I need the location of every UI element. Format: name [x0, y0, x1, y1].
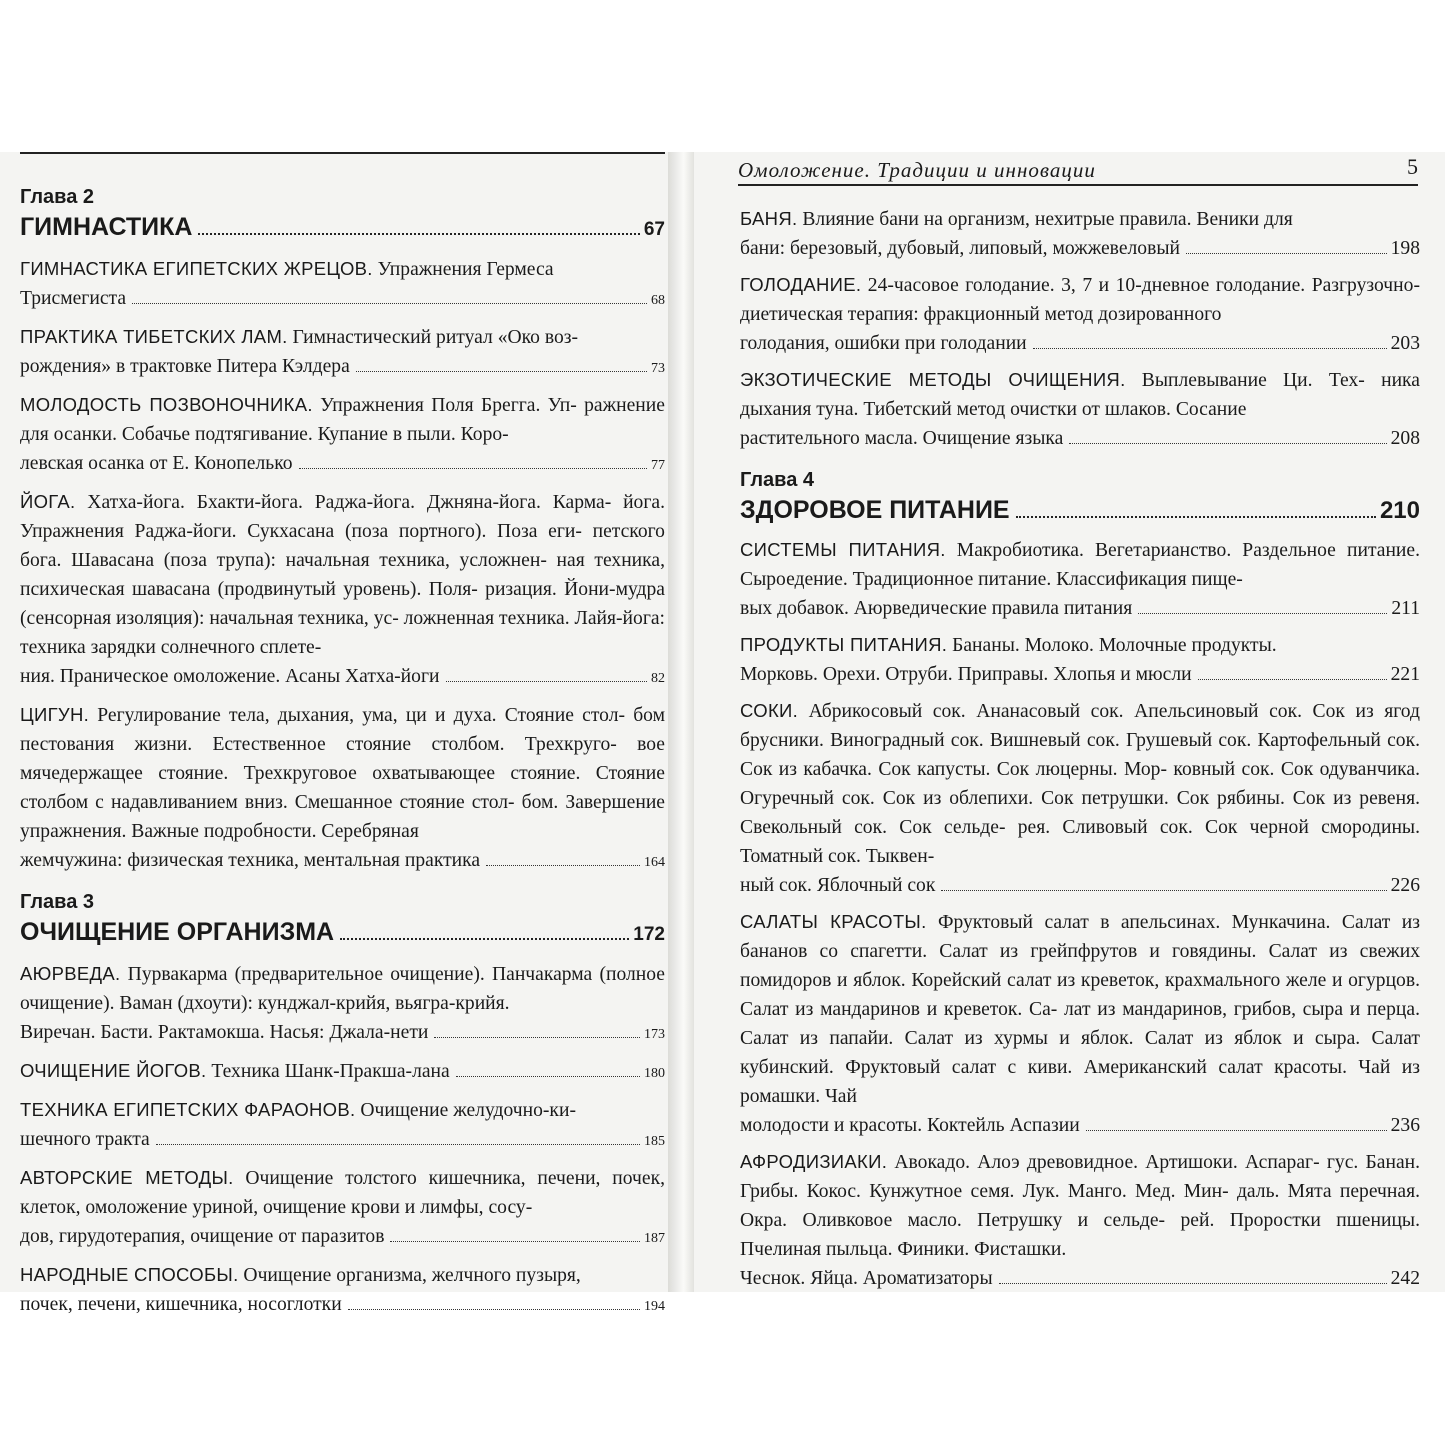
entry-heading: ПРОДУКТЫ ПИТАНИЯ.: [740, 634, 948, 655]
chapter-page: 210: [1379, 497, 1420, 524]
entry-page: 221: [1390, 664, 1420, 685]
entry-text: рея. Сливовый сок. Сок черной смородины. Томатный сок. Тыквен-: [740, 817, 1420, 867]
entry-page: 203: [1390, 333, 1420, 354]
entry-text: Хатха-йога. Бхакти-йога. Раджа-йога. Джняна-йога. Карма-: [87, 492, 612, 513]
dot-leader: [340, 938, 629, 940]
left-page: [0, 152, 668, 1315]
entry-heading: ГИМНАСТИКА ЕГИПЕТСКИХ ЖРЕЦОВ.: [20, 258, 373, 279]
entry-heading: АВТОРСКИЕ МЕТОДЫ.: [20, 1167, 234, 1188]
right-page: [694, 152, 1445, 1292]
entry-text: Очищение толстого кишечника, печени,: [245, 1168, 601, 1189]
entry-text: растительного масла. Очищение языка: [740, 428, 1064, 449]
chapter-label: Глава 4: [740, 469, 815, 491]
entry-text: почек, печени, кишечника, носоглотки: [20, 1294, 342, 1315]
entry-text: Влияние бани на организм, нехитрые правила. Веники для: [802, 209, 1293, 230]
entry-text: петрушки. Сок рябины. Сок из ревеня. Свекольный сок. Сок сельде-: [740, 788, 1420, 838]
entry-text: рей. Проростки пшеницы. Пчелиная пыльца. Финики. Фисташки.: [740, 1210, 1420, 1260]
dot-leader: [1033, 348, 1387, 349]
chapter-label: Глава 3: [20, 891, 95, 913]
dot-leader: [941, 890, 1386, 891]
running-title: Омоложение. Традиции и инновации: [738, 158, 1096, 182]
entry-heading: ЭКЗОТИЧЕСКИЕ МЕТОДЫ ОЧИЩЕНИЯ.: [740, 369, 1126, 390]
page-number: 5: [1407, 154, 1418, 179]
dot-leader: [486, 865, 640, 866]
toc-entry[interactable]: [20, 959, 665, 1049]
entry-text: дов, гирудотерапия, очищение от паразитов: [20, 1226, 385, 1247]
running-head: [738, 156, 1418, 186]
entry-text: питание. Сыроедение. Традиционное питание. Классификация пище-: [740, 540, 1421, 590]
entry-page: 180: [644, 1066, 665, 1081]
toc-entry[interactable]: [740, 1147, 1420, 1293]
entry-text: голодания, ошибки при голодании: [740, 333, 1027, 354]
entry-text: Фруктовый салат в апельсинах. Мункачина.: [937, 912, 1331, 933]
dot-leader: [1138, 613, 1387, 614]
dot-leader: [390, 1241, 640, 1242]
entry-text: Абрикосовый сок. Ананасовый сок. Апельсиновый сок. Сок: [808, 701, 1345, 722]
dot-leader: [434, 1037, 640, 1038]
toc-entry[interactable]: [740, 630, 1420, 689]
entry-page: 73: [651, 361, 665, 376]
dot-leader: [1186, 253, 1387, 254]
entry-text: шечного тракта: [20, 1129, 150, 1150]
entry-text: Салат из свежих помидоров и яблок. Корейский салат из креветок,: [740, 941, 1420, 991]
toc-entry[interactable]: [740, 270, 1420, 358]
entry-text: салат с киви. Американский салат красоты. Чай из ромашки. Чай: [740, 1057, 1420, 1107]
entry-text: Виречан. Басти. Рактамокша. Насья: Джала-нети: [20, 1022, 429, 1043]
toc-entry[interactable]: [740, 365, 1420, 453]
toc-entry[interactable]: [20, 1260, 665, 1321]
entry-text: Упражнения Гермеса: [377, 259, 554, 280]
toc-entry[interactable]: [20, 1095, 665, 1156]
entry-heading: АФРОДИЗИАКИ.: [740, 1151, 888, 1172]
entry-text: Очищение желудочно-ки-: [360, 1100, 576, 1121]
entry-text: Авокадо. Алоэ древовидное. Артишоки. Аспараг-: [894, 1152, 1320, 1173]
entry-text: Техника Шанк-Пракша-лана: [211, 1061, 450, 1082]
toc-entry[interactable]: [20, 487, 665, 693]
entry-text: Бананы. Молоко. Молочные продукты.: [952, 635, 1277, 656]
entry-text: бом пестования жизни. Естественное стояние столбом. Трехкруго-: [20, 705, 665, 755]
dot-leader: [348, 1309, 640, 1310]
entry-text: ния. Праническое омоложение. Асаны Хатха-йоги: [20, 666, 440, 687]
entry-heading: ГОЛОДАНИЕ.: [740, 274, 862, 295]
chapter-title: ЗДОРОВОЕ ПИТАНИЕ: [740, 496, 1010, 524]
entry-text: из ягод брусники. Виноградный сок. Вишневый сок. Грушевый сок.: [740, 701, 1420, 751]
entry-text: Чеснок. Яйца. Ароматизаторы: [740, 1268, 993, 1289]
dot-leader: [299, 468, 647, 469]
entry-text: Трисмегиста: [20, 288, 127, 309]
entry-text: почек, клеток, омоложение уриной, очищение крови и лимфы, сосу-: [20, 1168, 665, 1218]
dot-leader: [446, 681, 648, 682]
entry-heading: СОКИ.: [740, 700, 799, 721]
entry-text: лат из мандаринов, грибов, сыра и перца. Салат из папайи. Салат из: [740, 999, 1420, 1049]
entry-text: гус. Банан. Грибы. Кокос. Кунжутное семя. Лук. Манго. Мед. Мин-: [740, 1152, 1421, 1202]
entry-text: бом. Завершение упражнения. Важные подробности. Серебряная: [20, 792, 665, 842]
entry-text: ковный сок. Сок одуванчика. Огуречный сок. Сок из облепихи. Сок: [740, 759, 1420, 809]
entry-text: Салат из бананов со спагетти. Салат из грейпфрутов и говядины.: [740, 912, 1420, 962]
toc-entry[interactable]: [740, 696, 1420, 900]
chapter-title: ОЧИЩЕНИЕ ОРГАНИЗМА: [20, 918, 335, 946]
entry-text: ризация. Йони-мудра (сенсорная изоляция): начальная техника, ус-: [20, 579, 665, 629]
entry-heading: ЦИГУН.: [20, 704, 90, 725]
entry-text: ный сок. Яблочный сок: [740, 875, 936, 896]
entry-heading: ОЧИЩЕНИЕ ЙОГОВ.: [20, 1060, 207, 1081]
entry-heading: БАНЯ.: [740, 208, 798, 229]
entry-text: Регулирование тела, дыхания, ума, ци и духа. Стояние стол-: [97, 705, 625, 726]
entry-page: 208: [1390, 428, 1420, 449]
dot-leader: [156, 1144, 640, 1145]
toc-entry[interactable]: [20, 254, 665, 315]
entry-page: 77: [651, 458, 665, 473]
entry-heading: ЙОГА.: [20, 491, 76, 512]
entry-heading: АЮРВЕДА.: [20, 963, 121, 984]
entry-text: хурмы и яблок. Салат из яблок и сыра. Салат кубинский. Фруктовый: [740, 1028, 1420, 1078]
entry-page: 242: [1390, 1268, 1420, 1289]
entry-text: ная техника, психическая шавасана (продвинутый уровень). Поля-: [20, 550, 665, 600]
dot-leader: [1016, 516, 1376, 518]
entry-text: бани: березовый, дубовый, липовый, можжевеловый: [740, 238, 1180, 259]
entry-text: Разгрузочно-диетическая терапия: фракционный метод дозированного: [740, 275, 1420, 325]
chapter-page: 67: [643, 219, 665, 240]
chapter-heading[interactable]: [20, 915, 665, 952]
entry-text: петского бога. Шавасана (поза трупа): начальная техника, усложнен-: [20, 521, 665, 571]
toc-entry[interactable]: [20, 390, 665, 480]
entry-text: йога. Упражнения Раджа-йоги. Сукхасана (поза портного). Поза еги-: [20, 492, 665, 542]
dot-leader: [198, 233, 639, 235]
top-rule: [20, 152, 665, 154]
entry-heading: ТЕХНИКА ЕГИПЕТСКИХ ФАРАОНОВ.: [20, 1099, 356, 1120]
dot-leader: [999, 1283, 1387, 1284]
entry-heading: СИСТЕМЫ ПИТАНИЯ.: [740, 539, 946, 560]
entry-text: ражнение для осанки. Собачье подтягивание. Купание в пыли. Коро-: [20, 395, 665, 445]
entry-text: левская осанка от Е. Конопелько: [20, 453, 293, 474]
toc-entry[interactable]: [740, 907, 1420, 1140]
dot-leader: [132, 303, 647, 304]
entry-text: Стояние столбом с надавливанием вниз. Смешанное стояние стол-: [20, 763, 665, 813]
toc-entry[interactable]: [740, 204, 1420, 263]
toc-entry[interactable]: [20, 1056, 665, 1088]
entry-page: 211: [1391, 598, 1420, 619]
entry-text: ложненная техника. Лайя-йога: техника зарядки солнечного сплете-: [20, 608, 665, 658]
entry-page: 194: [644, 1299, 665, 1314]
entry-text: ника дыхания туна. Тибетский метод очистки от шлаков. Сосание: [740, 370, 1420, 420]
entry-text: рождения» в трактовке Питера Кэлдера: [20, 356, 350, 377]
entry-text: Упражнения Поля Брегга. Уп-: [320, 395, 577, 416]
dot-leader: [456, 1076, 640, 1077]
entry-heading: ПРАКТИКА ТИБЕТСКИХ ЛАМ.: [20, 326, 288, 347]
entry-text: Гимнастический ритуал «Око воз-: [292, 327, 579, 348]
entry-page: 198: [1390, 238, 1420, 259]
chapter-heading[interactable]: [740, 493, 1420, 528]
entry-heading: САЛАТЫ КРАСОТЫ.: [740, 911, 927, 932]
entry-text: Пурвакарма (предварительное очищение). Панчакарма: [127, 964, 593, 985]
entry-text: вых добавок. Аюрведические правила питания: [740, 598, 1133, 619]
left-column: [20, 178, 665, 1321]
entry-page: 187: [644, 1231, 665, 1246]
dot-leader: [1069, 443, 1386, 444]
chapter-title: ГИМНАСТИКА: [20, 213, 193, 241]
toc-entry[interactable]: [20, 700, 665, 877]
entry-text: Выплевывание Ци. Тех-: [1141, 370, 1365, 391]
entry-heading: МОЛОДОСТЬ ПОЗВОНОЧНИКА.: [20, 394, 313, 415]
entry-text: Макробиотика. Вегетарианство. Раздельное: [956, 540, 1336, 561]
entry-text: молодости и красоты. Коктейль Аспазии: [740, 1115, 1080, 1136]
entry-text: жемчужина: физическая техника, ментальная практика: [20, 850, 481, 871]
entry-page: 164: [644, 855, 665, 870]
toc-entry[interactable]: [20, 322, 665, 383]
entry-page: 185: [644, 1134, 665, 1149]
entry-page: 236: [1390, 1115, 1420, 1136]
book-gutter: [668, 152, 694, 1292]
entry-page: 173: [644, 1027, 665, 1042]
entry-heading: НАРОДНЫЕ СПОСОБЫ.: [20, 1264, 239, 1285]
dot-leader: [356, 371, 647, 372]
toc-entry[interactable]: [740, 535, 1420, 623]
chapter-page: 172: [633, 924, 665, 945]
entry-page: 68: [651, 293, 665, 308]
entry-page: 226: [1390, 875, 1420, 896]
entry-text: вое мячедержащее стояние. Трехкруговое охватывающее стояние.: [20, 734, 665, 784]
entry-text: даль. Мята перечная. Окра. Оливковое масло. Петрушку и сельде-: [740, 1181, 1420, 1231]
right-column: [740, 204, 1420, 1293]
entry-text: Очищение организма, желчного пузыря,: [243, 1265, 581, 1286]
chapter-heading[interactable]: [20, 210, 665, 247]
toc-entry[interactable]: [20, 1163, 665, 1253]
dot-leader: [1086, 1130, 1387, 1131]
entry-text: Картофельный сок. Сок из кабачка. Сок капусты. Сок люцерны. Мор-: [740, 730, 1420, 780]
chapter-label: Глава 2: [20, 186, 95, 208]
entry-text: 24-часовое голодание. 3, 7 и 10-дневное голодание.: [867, 275, 1306, 296]
entry-text: крахмального желе и огурцов. Салат из мандаринов и креветок. Са-: [740, 970, 1420, 1020]
dot-leader: [1198, 679, 1387, 680]
entry-text: Морковь. Орехи. Отруби. Приправы. Хлопья и мюсли: [740, 664, 1192, 685]
entry-page: 82: [651, 671, 665, 686]
entry-text: (полное очищение). Ваман (дхоути): кунджал-крийя, вьягра-крийя.: [20, 964, 665, 1014]
